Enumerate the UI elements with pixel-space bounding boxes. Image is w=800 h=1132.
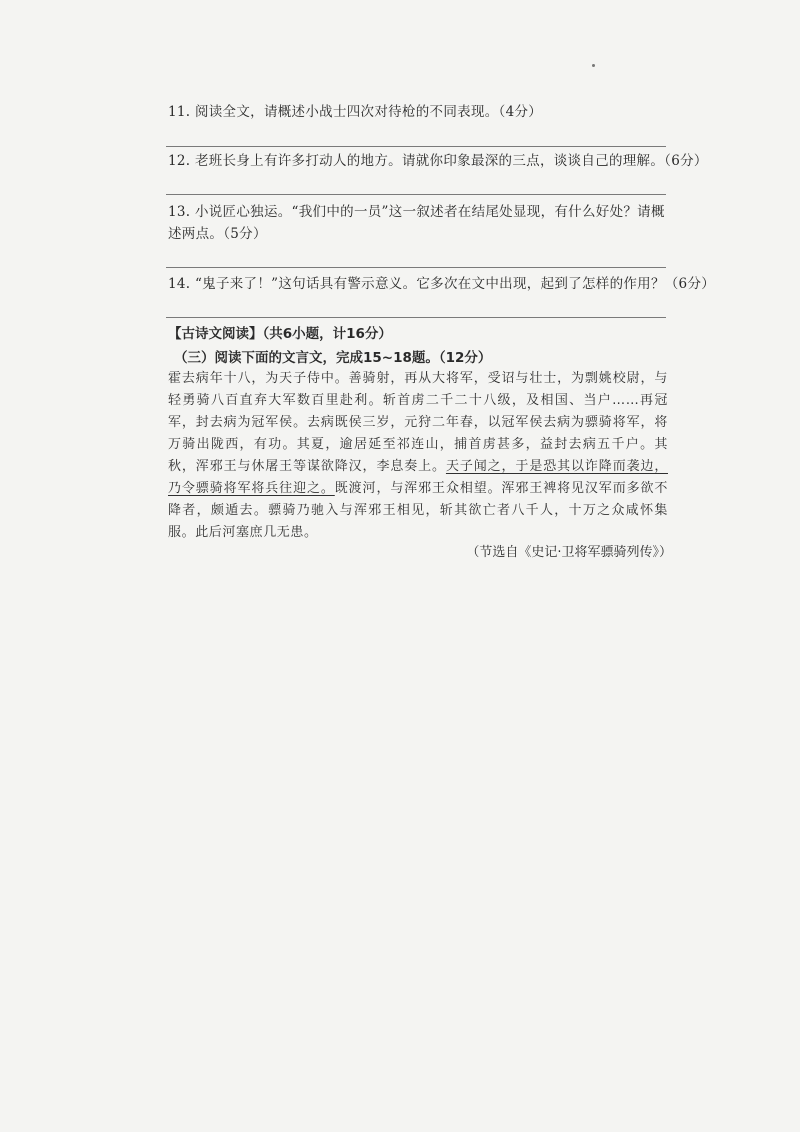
answer-line-13 [166,267,666,268]
passage-text-part2: 既渡河，与浑邪王众相望。浑邪王裨将见汉军而多欲不降者，颇遁去。骠骑乃驰入与浑邪王相见，斩其欲亡者八千人，十万之众咸怀集服。此后河塞庶几无患。 [168,481,668,540]
question-13: 13. 小说匠心独运。“我们中的一员”这一叙述者在结尾处显现，有什么好处？请概述两点。（5分） [168,204,665,242]
answer-line-14 [166,317,666,318]
question-12: 12. 老班长身上有许多打动人的地方。请就你印象最深的三点，谈谈自己的理解。（6分） [168,153,708,169]
scan-speck [592,64,595,67]
answer-line-12 [166,194,666,195]
question-11: 11. 阅读全文，请概述小战士四次对待枪的不同表现。（4分） [168,104,543,120]
section-subheading: （三）阅读下面的文言文，完成15~18题。（12分） [174,350,492,366]
section-heading: 【古诗文阅读】（共6小题，计16分） [168,326,392,342]
answer-line-11 [166,146,666,147]
passage-text-part1: 霍去病年十八，为天子侍中。善骑射，再从大将军，受诏与壮士，为剽姚校尉，与轻勇骑八百直弃大军数百里赴利。斩首虏二千二十八级，及相国、当户……再冠军，封去病为冠军侯。去病既侯三岁，元狩二年春，以冠军侯去病为骠骑将军，将万骑出陇西，有功。其夏，逾居延至祁连山，捕首虏甚多，益封去病五千户。其秋，浑邪王与休屠王等谋欲降汉，李息奏上。 [168,371,668,474]
classical-passage [168,368,668,544]
question-14: 14. “鬼子来了！”这句话具有警示意义。它多次在文中出现，起到了怎样的作用？（6分） [168,276,716,292]
passage-source: （节选自《史记·卫将军骠骑列传》） [466,545,672,560]
passage-underlined-sentence: 天子闻之，于是恐其以诈降而袭边，乃令骠骑将军将兵往迎之。 [168,459,668,496]
